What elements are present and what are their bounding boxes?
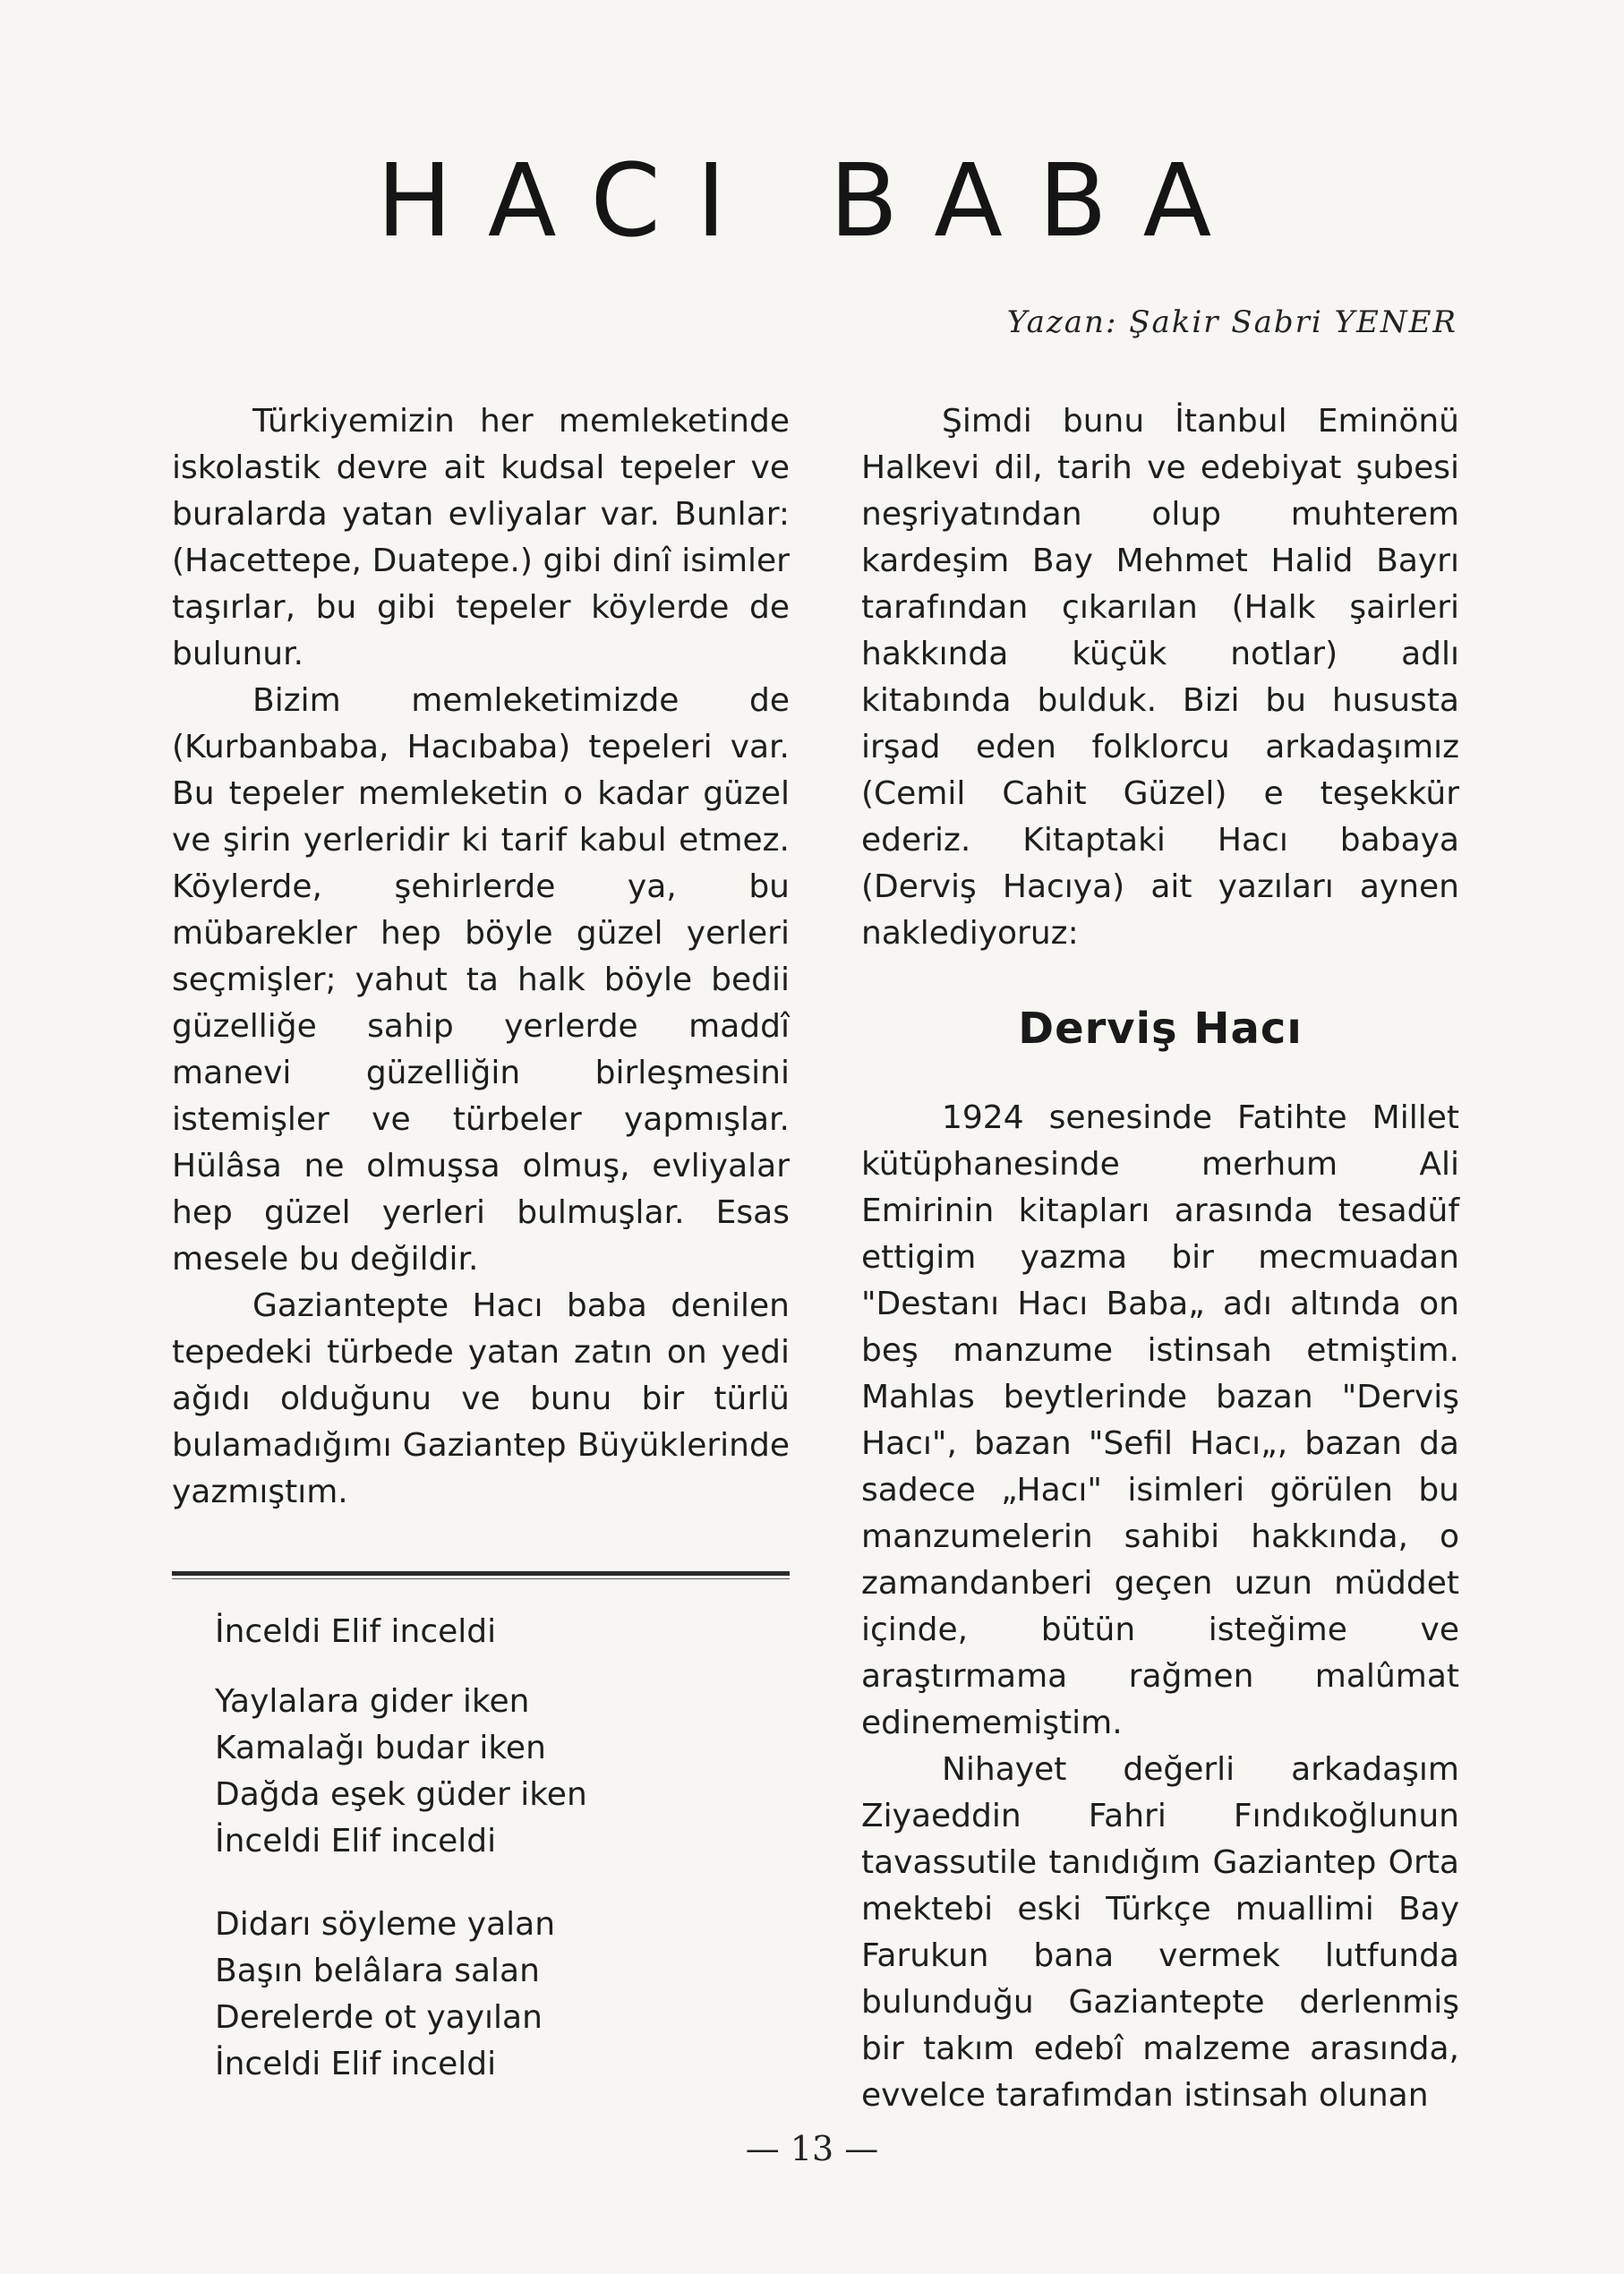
page-number: — 13 — xyxy=(745,2129,879,2168)
poem-line: Başın belâlara salan xyxy=(215,1953,540,1989)
section-divider xyxy=(172,1571,790,1579)
poem-line: İnceldi Elif inceldi xyxy=(215,1613,497,1650)
left-paragraph-1: Türkiyemizin her memleketinde iskolastik devre ait kudsal tepeler ve buralarda yatan evliyalar var. Bunlar: (Hacettepe, Duatepe.) gibi dinî isimler taşırlar, bu gibi tepeler köylerde de bulunur. xyxy=(172,403,790,672)
poem-line: İnceldi Elif inceldi xyxy=(215,1823,497,1859)
poem-line: Dağda eşek güder iken xyxy=(215,1776,587,1813)
poem-line: Yaylalara gider iken xyxy=(215,1683,530,1720)
poem-line: Kamalağı budar iken xyxy=(215,1730,546,1766)
poem-line: Didarı söyleme yalan xyxy=(215,1906,556,1943)
author-byline: Yazan: Şakir Sabri YENER xyxy=(1006,304,1457,340)
poem-refrain xyxy=(215,1609,788,1655)
right-paragraph-2: 1924 senesinde Fatihte Millet kütüphanesinde merhum Ali Emirinin kitapları arasında tesadüf ettigim yazma bir mecmuadan "Destanı Hacı Baba„ adı altında on beş manzume istinsah etmiştim. Mahlas beytlerinde bazan "Derviş Hacı", bazan "Sefil Hacı„, bazan da sadece „Hacı" isimleri görülen bu manzumelerin sahibi hakkında, o zamandanberi geçen uzun müddet içinde, bütün isteğime ve araştırmama rağmen malûmat edinememiştim. xyxy=(861,1099,1459,1741)
poem-line: İnceldi Elif inceldi xyxy=(215,2046,497,2082)
section-heading: Derviş Hacı xyxy=(1018,1004,1303,1054)
left-paragraph-2: Bizim memleketimizde de (Kurbanbaba, Hacıbaba) tepeleri var. Bu tepeler memleketin o kadar güzel ve şirin yerleridir ki tarif kabul etmez. Köylerde, şehirlerde ya, bu mübarekler hep böyle güzel yerleri seçmişler; yahut ta halk böyle bedii güzelliğe sahip yerlerde maddî manevi güzelliğin birleşmesini istemişler ve türbeler yapmışlar. Hülâsa ne olmuşsa olmuş, evliyalar hep güzel yerleri bulmuşlar. Esas mesele bu değildir. xyxy=(172,682,790,1278)
left-column xyxy=(172,398,790,1516)
right-paragraph-3: Nihayet değerli arkadaşım Ziyaeddin Fahri Fındıkoğlunun tavassutile tanıdığım Gaziantep Orta mektebi eski Türkçe muallimi Bay Farukun bana vermek lutfunda bulunduğu Gaziantepte derlenmiş bir takım edebî malzeme arasında, evvelce tarafımdan istinsah olunan xyxy=(861,1751,1459,2114)
right-paragraph-1: Şimdi bunu İtanbul Eminönü Halkevi dil, tarih ve edebiyat şubesi neşriyatından olup muhterem kardeşim Bay Mehmet Halid Bayrı tarafından çıkarılan (Halk şairleri hakkında küçük notlar) adlı kitabında bulduk. Bizi bu hususta irşad eden folklorcu arkadaşımız (Cemil Cahit Güzel) e teşekkür ederiz. Kitaptaki Hacı babaya (Derviş Hacıya) ait yazıları aynen naklediyoruz: xyxy=(861,403,1459,952)
right-column xyxy=(861,398,1459,2119)
poem-stanza-1 xyxy=(215,1679,788,1865)
poem-stanza-2 xyxy=(215,1902,788,2088)
page-title: HACI BABA xyxy=(376,143,1248,260)
poem-line: Derelerde ot yayılan xyxy=(215,1999,543,2036)
left-paragraph-3: Gaziantepte Hacı baba denilen tepedeki türbede yatan zatın on yedi ağıdı olduğunu ve bunu bir türlü bulamadığımı Gaziantep Büyüklerinde yazmıştım. xyxy=(172,1287,790,1510)
